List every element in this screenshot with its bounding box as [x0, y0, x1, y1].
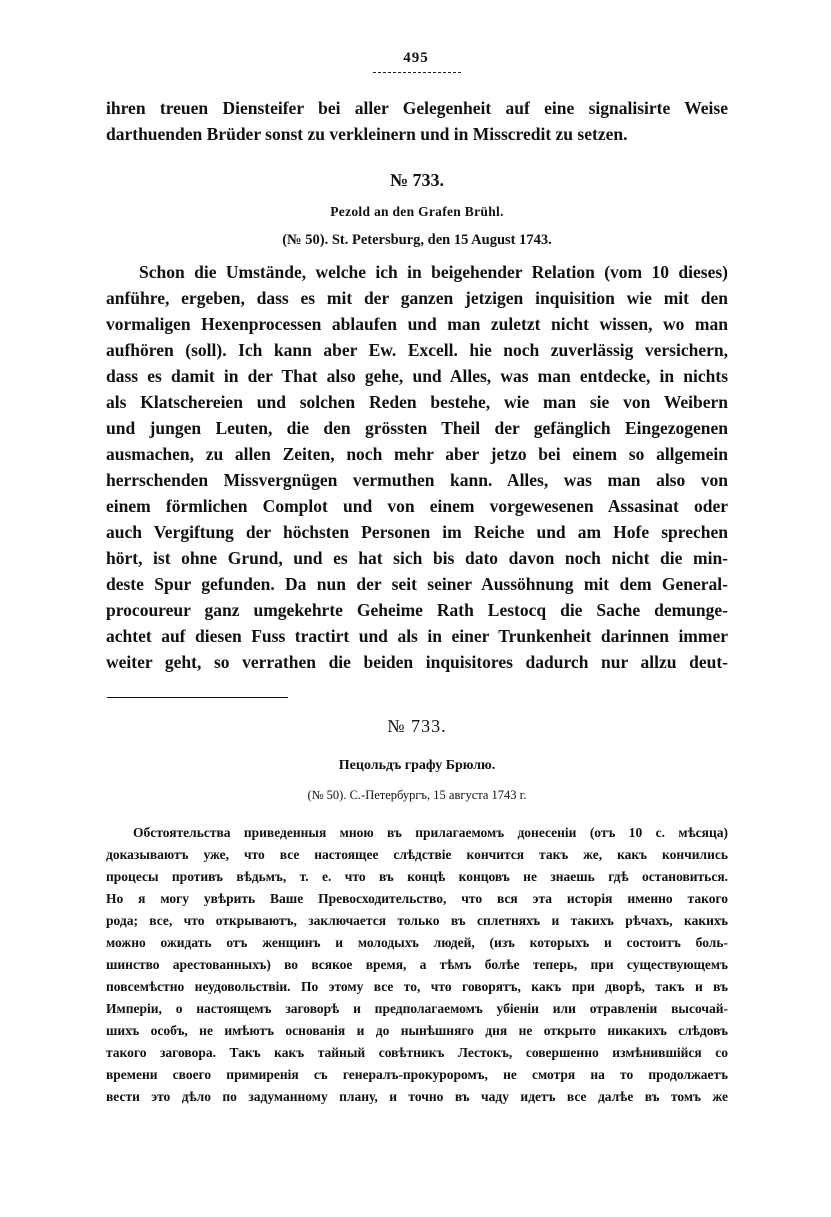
russian-dateline: (№ 50). С.-Петербургъ, 15 августа 1743 г. [307, 788, 527, 802]
german-document-title: Pezold an den Grafen Brühl. [330, 204, 504, 219]
russian-document-number: № 733. [387, 716, 447, 736]
continuation-line: ihren treuen Diensteifer bei aller Gelegenheit auf eine signalisirte Weise [106, 98, 728, 118]
german-text-line: deste Spur gefunden. Da nun der seit seiner Aussöhnung mit dem General- [106, 574, 728, 594]
russian-document-title: Пецольдъ графу Брюлю. [338, 758, 496, 773]
german-text-line: hört, ist ohne Grund, und es hat sich bis dato davon noch nicht die min- [106, 548, 728, 568]
page-number: 495 [403, 50, 429, 66]
russian-text-line: доказываютъ уже, что все настоящее слѣдствіе кончится такъ же, какъ кончились [106, 847, 728, 862]
german-text-line: achtet auf diesen Fuss tractirt und als in einer Trunkenheit darinnen immer [106, 626, 728, 646]
russian-text-line: рода; все, что открываютъ, заключается только въ сплетняхъ и такихъ рѣчахъ, какихъ [106, 913, 728, 928]
german-text-line: procoureur ganz umgekehrte Geheime Rath Lestocq die Sache demunge- [106, 600, 728, 620]
russian-text-line: повсемѣстно неудовольствіи. По этому все то, что говорятъ, какъ при дворѣ, такъ и въ [106, 979, 728, 994]
german-text-line: auch Vergiftung der höchsten Personen im Reiche und am Hofe sprechen [106, 522, 728, 542]
german-text-line: einem förmlichen Complot und von einem vorgewesenen Assasinat oder [106, 496, 728, 516]
continuation-line: darthuenden Brüder sonst zu verkleinern und in Misscredit zu setzen. [106, 124, 628, 144]
german-text-line: Schon die Umstände, welche ich in beigehender Relation (vom 10 dieses) [139, 262, 728, 282]
german-text-line: weiter geht, so verrathen die beiden inquisitores dadurch nur allzu deut- [106, 652, 728, 672]
page-number-rule [373, 72, 461, 73]
russian-text-line: вести это дѣло по задуманному плану, и точно въ чаду идетъ все далѣе въ томъ же [106, 1089, 728, 1104]
german-text-line: anführe, ergeben, dass es mit der ganzen jetzigen inquisition wie mit den [106, 288, 728, 308]
footnote-rule [107, 697, 288, 698]
german-text-line: dass es damit in der That also gehe, und Alles, was man entdecke, in nichts [106, 366, 728, 386]
russian-text-line: времени своего примиренія съ генералъ-прокуроромъ, не смотря на то продолжаетъ [106, 1067, 728, 1082]
russian-text-line: Обстоятельства приведенныя мною въ прилагаемомъ донесеніи (отъ 10 с. мѣсяца) [133, 825, 728, 840]
russian-text-line: такого заговора. Такъ какъ тайный совѣтникъ Лестокъ, совершенно измѣнившійся со [106, 1045, 728, 1060]
russian-text-line: Но я могу увѣрить Ваше Превосходительство, что вся эта исторія именно такого [106, 891, 728, 906]
russian-text-line: шихъ особъ, не имѣютъ основанія и до нынѣшняго дня не открыто никакихъ слѣдовъ [106, 1023, 728, 1038]
german-text-line: als Klatschereien und solchen Reden bestehe, wie man sie von Weibern [106, 392, 728, 412]
russian-text-line: Имперіи, о настоящемъ заговорѣ и предполагаемомъ убіеніи или отравленіи высочай- [106, 1001, 728, 1016]
german-text-line: aufhören (soll). Ich kann aber Ew. Excell. hie noch zuverlässig versichern, [106, 340, 728, 360]
russian-text-line: шинство арестованныхъ) во всякое время, а тѣмъ болѣе теперь, при существующемъ [106, 957, 728, 972]
german-text-line: herrschenden Missvergnügen vermuthen kann. Alles, was man also von [106, 470, 728, 490]
german-dateline: (№ 50). St. Petersburg, den 15 August 1743. [282, 232, 552, 248]
german-text-line: vormaligen Hexenprocessen ablaufen und man zuletzt nicht wissen, wo man [106, 314, 728, 334]
russian-text-line: процесы противъ вѣдьмъ, т. е. что въ концѣ концовъ не знаешь гдѣ остановиться. [106, 869, 728, 884]
german-text-line: ausmachen, zu allen Zeiten, noch mehr aber jetzo bei einem so allgemein [106, 444, 728, 464]
german-document-number: № 733. [389, 170, 445, 190]
russian-text-line: можно ожидать отъ женщинъ и молодыхъ людей, (изъ которыхъ и состоитъ боль- [106, 935, 728, 950]
german-text-line: und jungen Leuten, die den grössten Theil der gefänglich Eingezogenen [106, 418, 728, 438]
